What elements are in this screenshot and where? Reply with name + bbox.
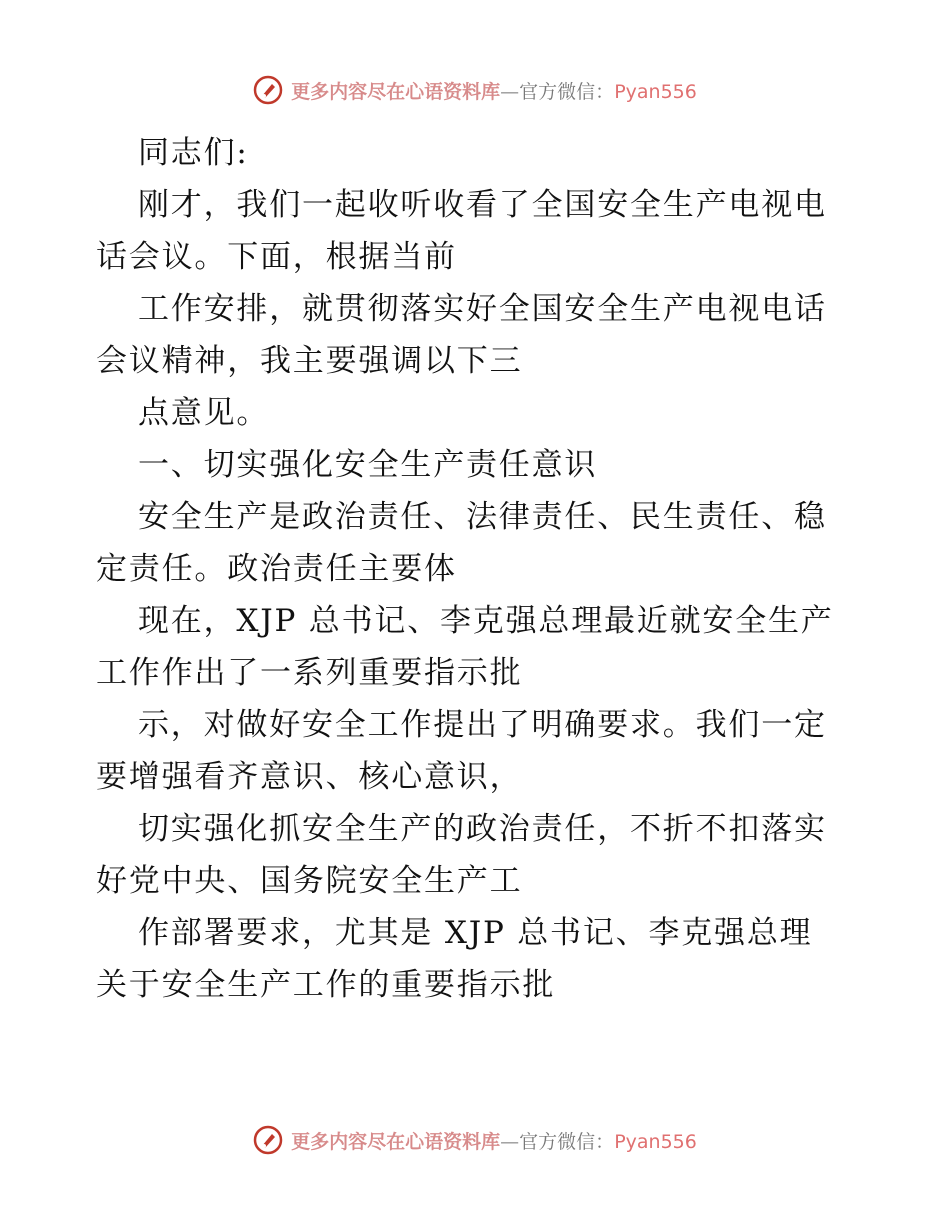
watermark-brand: 更多内容尽在心语资料库	[291, 80, 501, 103]
watermark-text	[291, 77, 697, 104]
text-line: 一、切实强化安全生产责任意识	[138, 447, 598, 483]
watermark-wechat-id: Pyan556	[614, 80, 697, 103]
text-line: 工作安排，就贯彻落实好全国安全生产电视电话	[138, 291, 827, 327]
text-line: 安全生产是政治责任、法律责任、民生责任、稳	[138, 499, 827, 535]
watermark-wechat-label: 官方微信：	[519, 80, 615, 103]
text-line: 示，对做好安全工作提出了明确要求。我们一定	[138, 707, 827, 743]
header-watermark	[0, 70, 950, 110]
watermark-separator: —	[500, 80, 520, 103]
text-line: 工作作出了一系列重要指示批	[96, 655, 523, 691]
text-line: 同志们:	[138, 135, 249, 171]
watermark-text	[291, 1127, 697, 1154]
pen-nib-icon	[253, 1125, 283, 1155]
watermark-wechat-label: 官方微信：	[519, 1130, 615, 1153]
text-line: 要增强看齐意识、核心意识，	[96, 759, 523, 795]
watermark-separator: —	[500, 1130, 520, 1153]
text-line: 刚才，我们一起收听收看了全国安全生产电视电	[138, 187, 827, 223]
text-line: 好党中央、国务院安全生产工	[96, 863, 523, 899]
text-line: 会议精神，我主要强调以下三	[96, 343, 523, 379]
text-line: 切实强化抓安全生产的政治责任，不折不扣落实	[138, 811, 827, 847]
watermark	[253, 75, 697, 105]
text-line: 话会议。下面，根据当前	[96, 239, 457, 275]
text-line: 定责任。政治责任主要体	[96, 551, 457, 587]
text-line: 关于安全生产工作的重要指示批	[96, 967, 556, 1003]
watermark-wechat-id: Pyan556	[614, 1130, 697, 1153]
pen-nib-icon	[253, 75, 283, 105]
footer-watermark	[0, 1120, 950, 1160]
watermark	[253, 1125, 697, 1155]
watermark-brand: 更多内容尽在心语资料库	[291, 1130, 501, 1153]
text-line: 现在，XJP 总书记、李克强总理最近就安全生产	[138, 603, 834, 639]
text-line: 点意见。	[138, 395, 270, 431]
document-body	[96, 127, 856, 1011]
text-line: 作部署要求，尤其是 XJP 总书记、李克强总理	[138, 915, 813, 951]
